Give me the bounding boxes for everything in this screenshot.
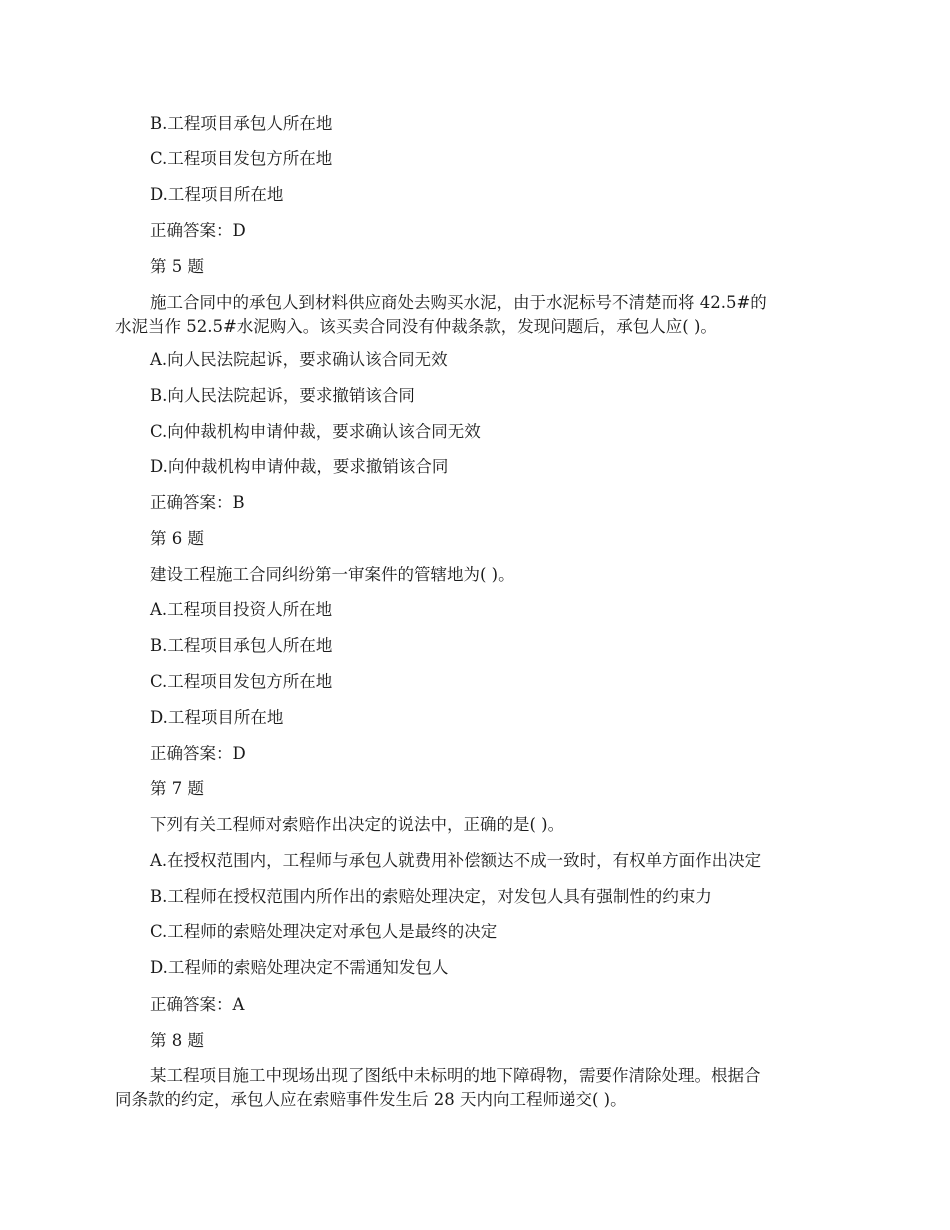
q5-stem-line-2: 水泥当作 52.5#水泥购入。该买卖合同没有仲裁条款，发现问题后，承包人应( )。 [115, 317, 717, 336]
q8-stem-line-2: 同条款的约定，承包人应在索赔事件发生后 28 天内向工程师递交( )。 [115, 1090, 627, 1109]
q6-option-c: C.工程项目发包方所在地 [150, 672, 333, 691]
q7-option-a: A.在授权范围内，工程师与承包人就费用补偿额达不成一致时，有权单方面作出决定 [150, 851, 762, 870]
q8-stem [115, 1064, 840, 1112]
q8-stem-line-1: 某工程项目施工中现场出现了图纸中未标明的地下障碍物，需要作清除处理。根据合 [150, 1066, 761, 1085]
q5-option-d: D.向仲裁机构申请仲裁，要求撤销该合同 [150, 457, 449, 476]
q5-option-a: A.向人民法院起诉，要求确认该合同无效 [150, 350, 448, 369]
q5-option-b: B.向人民法院起诉，要求撤销该合同 [150, 386, 415, 405]
q6-stem: 建设工程施工合同纠纷第一审案件的管辖地为( )。 [150, 565, 515, 584]
q4-answer: 正确答案：D [150, 221, 246, 240]
q6-heading: 第 6 题 [150, 529, 204, 548]
q5-answer: 正确答案：B [150, 493, 245, 512]
q6-answer: 正确答案：D [150, 744, 246, 763]
q7-option-c: C.工程师的索赔处理决定对承包人是最终的决定 [150, 922, 498, 941]
q6-option-a: A.工程项目投资人所在地 [150, 600, 333, 619]
q4-option-d: D.工程项目所在地 [150, 185, 284, 204]
q7-option-b: B.工程师在授权范围内所作出的索赔处理决定，对发包人具有强制性的约束力 [150, 887, 712, 906]
q6-option-b: B.工程项目承包人所在地 [150, 636, 333, 655]
q7-answer: 正确答案：A [150, 995, 245, 1014]
q5-option-c: C.向仲裁机构申请仲裁，要求确认该合同无效 [150, 422, 481, 441]
q5-heading: 第 5 题 [150, 257, 204, 276]
q8-heading: 第 8 题 [150, 1031, 204, 1050]
q5-stem-line-1: 施工合同中的承包人到材料供应商处去购买水泥，由于水泥标号不清楚而将 42.5#的 [150, 293, 767, 312]
q4-option-c: C.工程项目发包方所在地 [150, 149, 333, 168]
q6-option-d: D.工程项目所在地 [150, 708, 284, 727]
q7-heading: 第 7 题 [150, 779, 204, 798]
q7-option-d: D.工程师的索赔处理决定不需通知发包人 [150, 958, 449, 977]
q7-stem: 下列有关工程师对索赔作出决定的说法中，正确的是( )。 [150, 815, 565, 834]
q5-stem [115, 291, 840, 339]
q4-option-b: B.工程项目承包人所在地 [150, 114, 333, 133]
